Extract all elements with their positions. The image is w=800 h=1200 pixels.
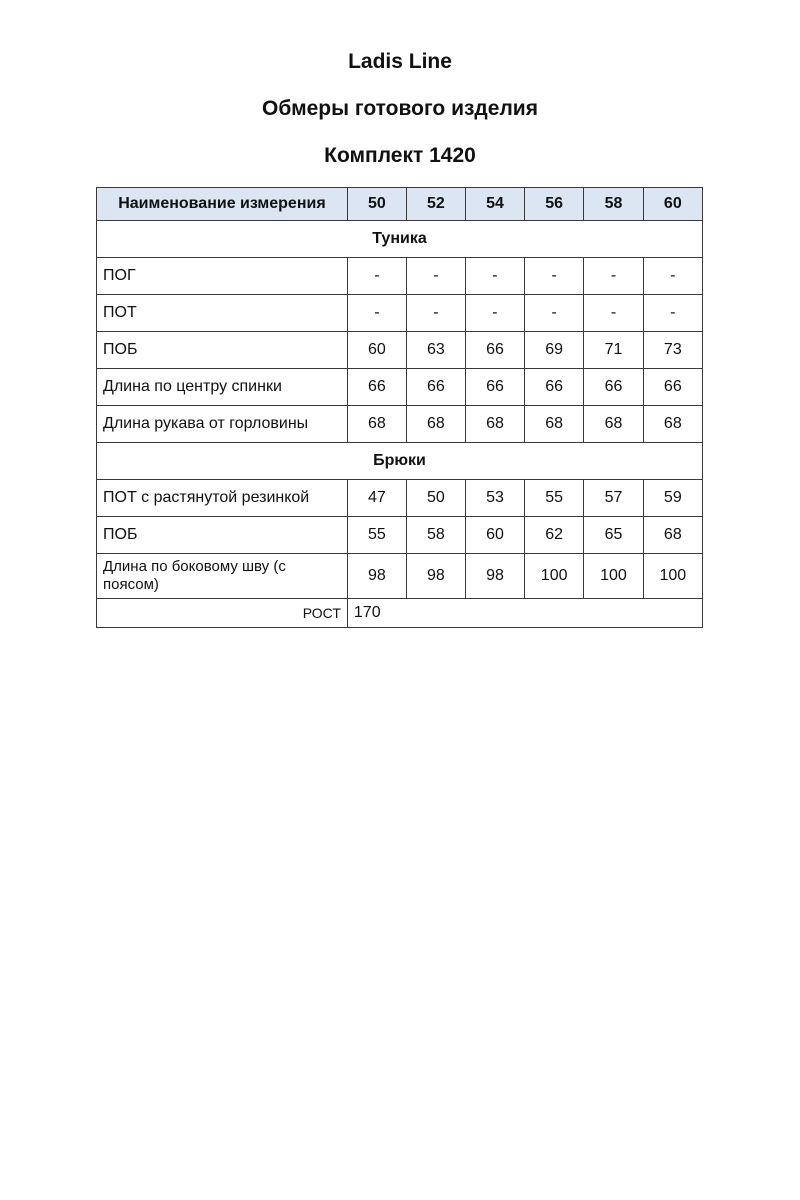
measurement-value: 55 — [524, 480, 583, 517]
size-header: 58 — [584, 188, 643, 221]
measurement-value: 68 — [524, 406, 583, 443]
measurement-value: 50 — [406, 480, 465, 517]
document-subtitle: Обмеры готового изделия — [262, 97, 538, 120]
measurement-value: 73 — [643, 332, 702, 369]
measurement-value: 66 — [584, 369, 643, 406]
measurement-value: 66 — [347, 369, 406, 406]
measurement-value: 63 — [406, 332, 465, 369]
section-title-tunic: Туника — [97, 221, 703, 258]
table-row — [97, 332, 703, 369]
measurement-value: 100 — [584, 554, 643, 599]
measurement-value: 100 — [643, 554, 702, 599]
height-value: 170 — [347, 599, 702, 628]
measurement-value: - — [465, 295, 524, 332]
measurement-value: 65 — [584, 517, 643, 554]
table-header-row — [97, 188, 703, 221]
measurement-label: Длина по боковому шву (с поясом) — [97, 554, 348, 599]
brand-title: Ladis Line — [348, 50, 452, 73]
measurement-value: 71 — [584, 332, 643, 369]
size-header: 54 — [465, 188, 524, 221]
section-row — [97, 443, 703, 480]
measurement-value: 53 — [465, 480, 524, 517]
measurement-value: 68 — [406, 406, 465, 443]
height-label: РОСТ — [97, 599, 348, 628]
table-row — [97, 480, 703, 517]
measurement-value: 100 — [524, 554, 583, 599]
measurement-value: 98 — [406, 554, 465, 599]
measurement-value: 60 — [347, 332, 406, 369]
measurement-value: 68 — [643, 406, 702, 443]
measurement-value: 66 — [465, 332, 524, 369]
table-row — [97, 554, 703, 599]
measurement-label: ПОБ — [97, 332, 348, 369]
measurement-value: - — [347, 295, 406, 332]
product-title: Комплект 1420 — [324, 144, 476, 167]
measurements-table — [96, 187, 703, 628]
measurement-value: 68 — [584, 406, 643, 443]
measurement-value: 98 — [347, 554, 406, 599]
measurement-label: Длина по центру спинки — [97, 369, 348, 406]
section-title-trousers: Брюки — [97, 443, 703, 480]
height-row — [97, 599, 703, 628]
table-row — [97, 369, 703, 406]
measurement-value: 68 — [465, 406, 524, 443]
measurement-value: - — [584, 295, 643, 332]
measurement-value: - — [406, 258, 465, 295]
measurement-label: ПОГ — [97, 258, 348, 295]
measurement-value: - — [524, 295, 583, 332]
size-header: 60 — [643, 188, 702, 221]
measurement-value: - — [584, 258, 643, 295]
measurement-value: - — [524, 258, 583, 295]
measurement-value: 55 — [347, 517, 406, 554]
measurement-value: 66 — [465, 369, 524, 406]
measurement-value: 68 — [347, 406, 406, 443]
measurement-value: - — [643, 258, 702, 295]
table-row — [97, 406, 703, 443]
table-row — [97, 258, 703, 295]
size-header: 56 — [524, 188, 583, 221]
size-header: 50 — [347, 188, 406, 221]
measurement-value: 57 — [584, 480, 643, 517]
measurement-label: ПОТ с растянутой резинкой — [97, 480, 348, 517]
measurement-value: - — [347, 258, 406, 295]
section-row — [97, 221, 703, 258]
table-row — [97, 517, 703, 554]
size-header: 52 — [406, 188, 465, 221]
measurement-value: 66 — [643, 369, 702, 406]
measurement-value: 98 — [465, 554, 524, 599]
measurement-value: 66 — [524, 369, 583, 406]
measurement-name-header: Наименование измерения — [97, 188, 348, 221]
measurement-value: 58 — [406, 517, 465, 554]
measurement-value: 69 — [524, 332, 583, 369]
measurement-value: 62 — [524, 517, 583, 554]
measurement-value: 68 — [643, 517, 702, 554]
table-row — [97, 295, 703, 332]
measurement-value: - — [406, 295, 465, 332]
measurement-value: - — [465, 258, 524, 295]
measurement-value: - — [643, 295, 702, 332]
measurement-label: Длина рукава от горловины — [97, 406, 348, 443]
measurement-value: 66 — [406, 369, 465, 406]
measurement-value: 59 — [643, 480, 702, 517]
measurement-label: ПОТ — [97, 295, 348, 332]
measurement-value: 60 — [465, 517, 524, 554]
measurement-label: ПОБ — [97, 517, 348, 554]
measurement-value: 47 — [347, 480, 406, 517]
